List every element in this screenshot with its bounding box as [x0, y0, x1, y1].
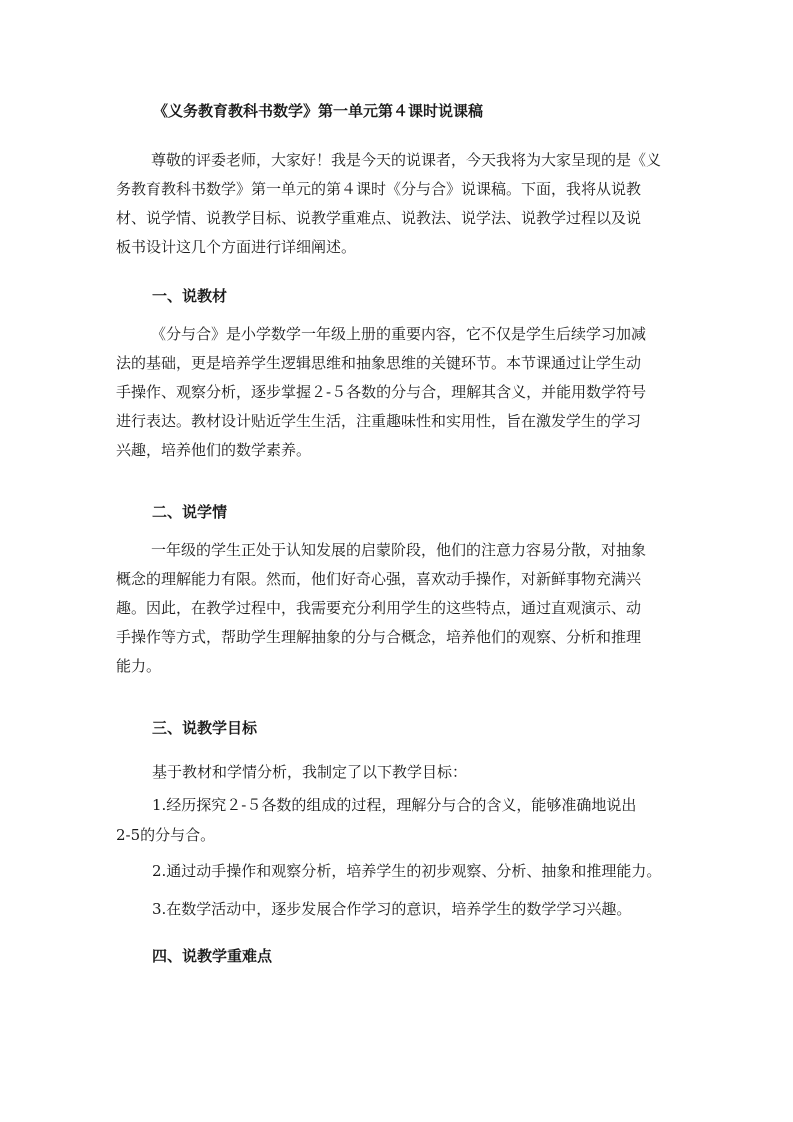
section-heading-students: 二、说学情	[152, 503, 228, 521]
document-title: 《义务教育教科书数学》第一单元第４课时说课稿	[153, 102, 484, 120]
paragraph-line: 尊敬的评委老师，大家好！我是今天的说课者，今天我将为大家呈现的是《义	[151, 151, 662, 169]
paragraph-line: 务教育教科书数学》第一单元的第４课时《分与合》说课稿。下面，我将从说教	[116, 180, 642, 198]
paragraph-line: 概念的理解能力有限。然而，他们好奇心强，喜欢动手操作，对新鲜事物充满兴	[116, 570, 642, 588]
paragraph-line: 材、说学情、说教学目标、说教学重难点、说教法、说学法、说教学过程以及说	[116, 209, 642, 227]
goal-item-1-line2: 2-5的分与合。	[116, 826, 216, 844]
textbook-paragraph	[116, 320, 682, 465]
goal-item-3: 3.在数学活动中，逐步发展合作学习的意识，培养学生的数学学习兴趣。	[152, 900, 632, 918]
paragraph-line: 板书设计这几个方面进行详细阐述。	[116, 238, 357, 256]
section-heading-key-points: 四、说教学重难点	[152, 947, 273, 965]
paragraph-line: 一年级的学生正处于认知发展的启蒙阶段，他们的注意力容易分散，对抽象	[151, 541, 647, 559]
section-heading-textbook: 一、说教材	[152, 287, 228, 305]
paragraph-line: 兴趣，培养他们的数学素养。	[116, 441, 312, 459]
intro-paragraph	[116, 146, 682, 262]
paragraph-line: 法的基础，更是培养学生逻辑思维和抽象思维的关键环节。本节课通过让学生动	[116, 354, 642, 372]
section-heading-goals: 三、说教学目标	[152, 719, 258, 737]
students-paragraph	[116, 536, 682, 681]
paragraph-line: 能力。	[116, 657, 162, 675]
goals-intro: 基于教材和学情分析，我制定了以下教学目标：	[152, 763, 468, 781]
paragraph-line: 手操作等方式，帮助学生理解抽象的分与合概念，培养他们的观察、分析和推理	[116, 628, 642, 646]
paragraph-line: 《分与合》是小学数学一年级上册的重要内容，它不仅是学生后续学习加减	[151, 325, 647, 343]
paragraph-line: 手操作、观察分析，逐步掌握２-５各数的分与合，理解其含义，并能用数学符号	[116, 383, 647, 401]
goal-item-1-line1: 1.经历探究２-５各数的组成的过程，理解分与合的含义，能够准确地说出	[152, 796, 637, 814]
paragraph-line: 进行表达。教材设计贴近学生生活，注重趣味性和实用性，旨在激发学生的学习	[116, 412, 642, 430]
goal-item-2: 2.通过动手操作和观察分析，培养学生的初步观察、分析、抽象和推理能力。	[152, 862, 662, 880]
paragraph-line: 趣。因此，在教学过程中，我需要充分利用学生的这些特点，通过直观演示、动	[116, 599, 642, 617]
